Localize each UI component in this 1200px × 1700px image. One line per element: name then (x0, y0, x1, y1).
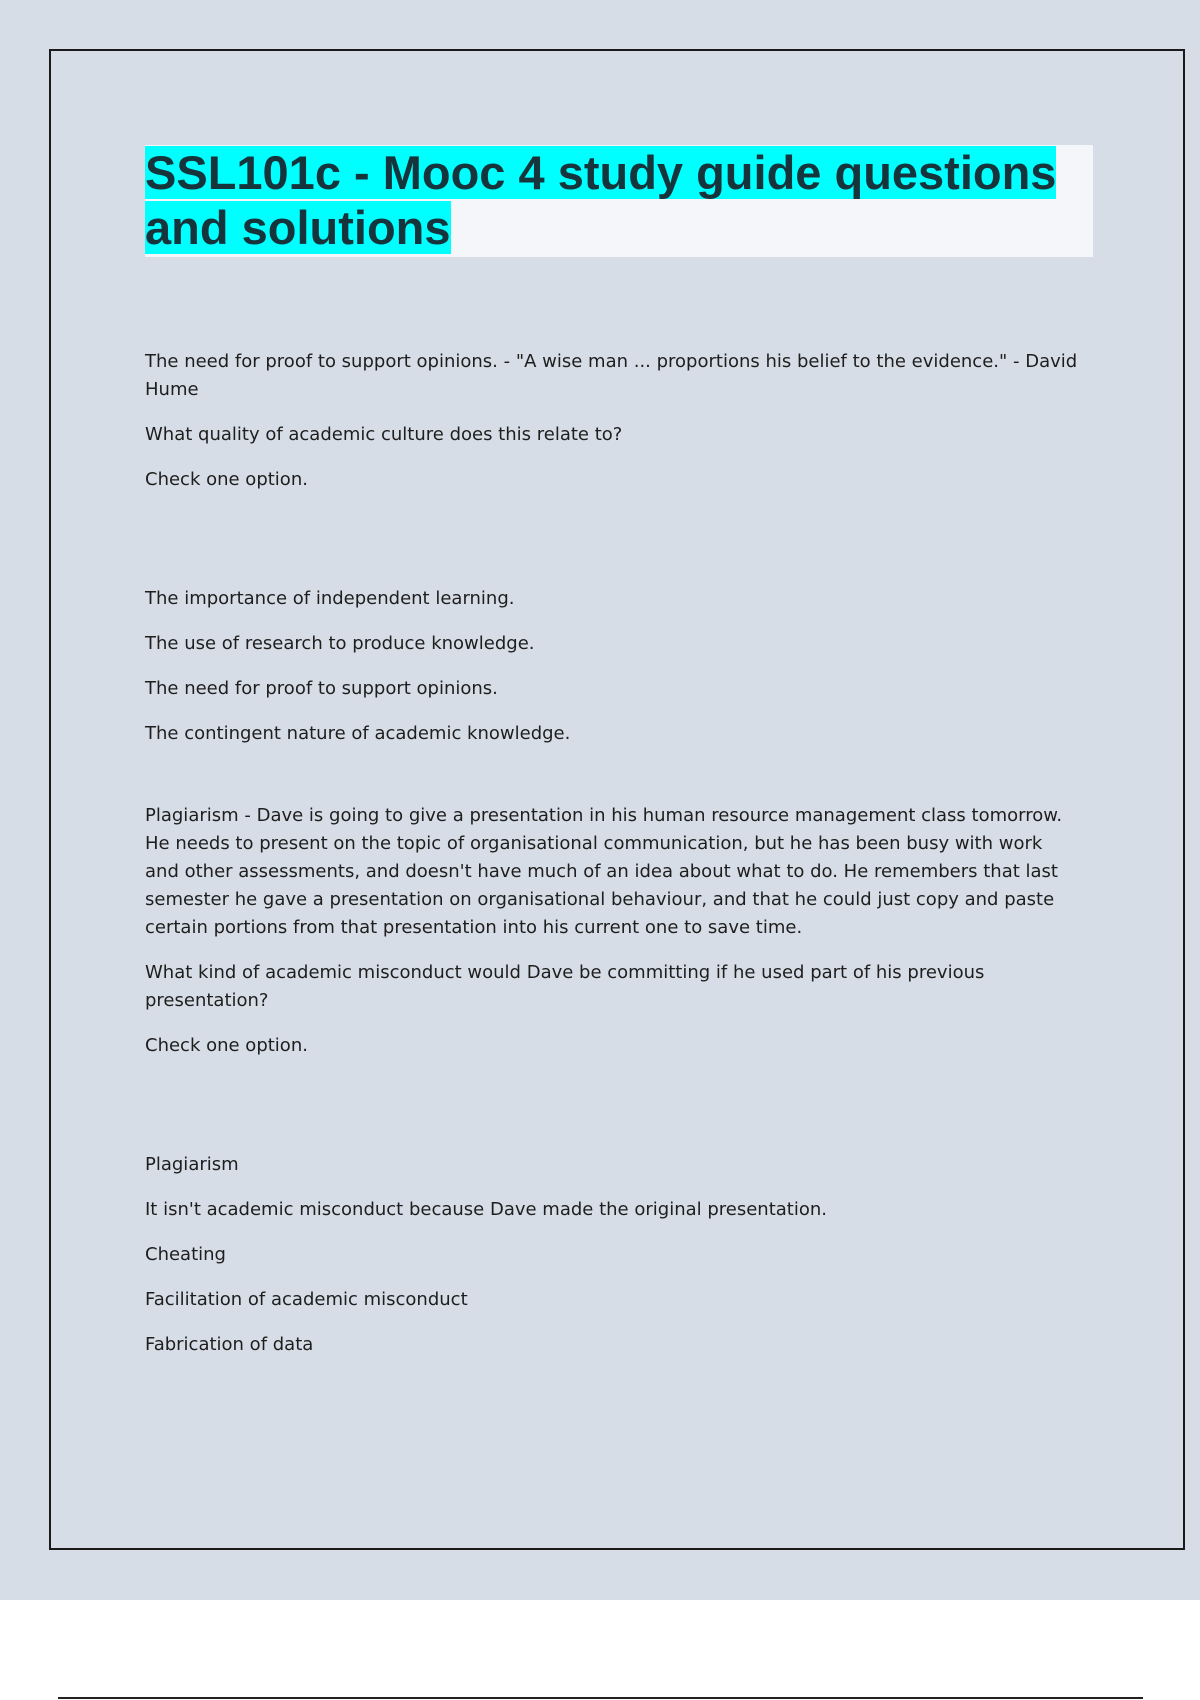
question-1-option-2[interactable]: The use of research to produce knowledge. (145, 633, 535, 654)
question-2-text: What kind of academic misconduct would Dave be committing if he used part of his previous presentation? (145, 962, 985, 1011)
question-2-option-3[interactable]: Cheating (145, 1244, 226, 1265)
question-1-option-4[interactable]: The contingent nature of academic knowledge. (145, 723, 571, 744)
page-divider (58, 1697, 1143, 1699)
question-2-option-4[interactable]: Facilitation of academic misconduct (145, 1289, 468, 1310)
question-2-prompt: Plagiarism - Dave is going to give a presentation in his human resource management class tomorrow. He needs to present on the topic of organisational communication, but he has been busy with work and other assessments, and doesn't have much of an idea about what to do. He remembers that last semester he gave a presentation on organisational behaviour, and that he could just copy and paste certain portions from that presentation into his current one to save time. (145, 805, 1063, 938)
question-1-instruction: Check one option. (145, 469, 308, 490)
question-1-option-1[interactable]: The importance of independent learning. (145, 588, 515, 609)
document-title (145, 145, 1093, 255)
question-1-option-3[interactable]: The need for proof to support opinions. (145, 678, 498, 699)
title-highlight: SSL101c - Mooc 4 study guide questions and solutions (145, 146, 1057, 254)
question-1 (145, 348, 1080, 748)
question-2-option-2[interactable]: It isn't academic misconduct because Dave made the original presentation. (145, 1199, 828, 1220)
question-2-option-5[interactable]: Fabrication of data (145, 1334, 314, 1355)
question-1-prompt: The need for proof to support opinions. - "A wise man ... proportions his belief to the evidence." - David Hume (145, 351, 1078, 400)
question-2-option-1[interactable]: Plagiarism (145, 1154, 239, 1175)
question-2 (145, 802, 1080, 1359)
document-body (145, 348, 1080, 1359)
question-2-instruction: Check one option. (145, 1035, 308, 1056)
question-1-text: What quality of academic culture does this relate to? (145, 424, 623, 445)
